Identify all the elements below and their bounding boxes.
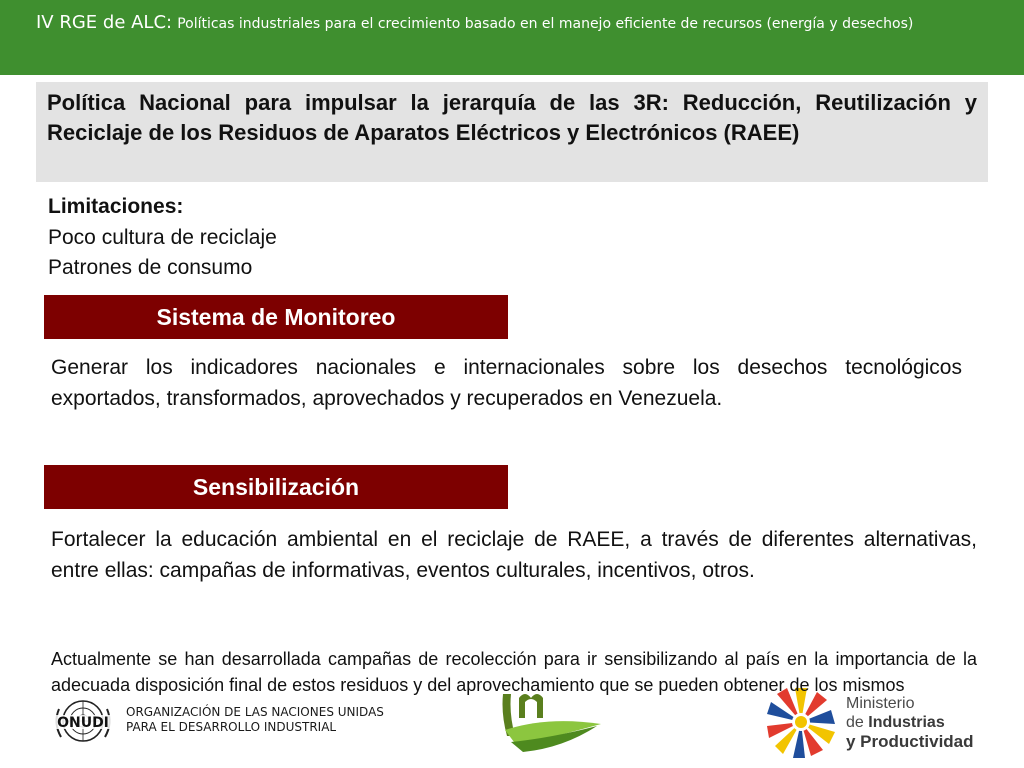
limitaciones-heading: Limitaciones: xyxy=(48,195,184,218)
sensibilizacion-paragraph: Fortalecer la educación ambiental en el reciclaje de RAEE, a través de diferentes alternativas, entre ellas: campañas de informativas, eventos culturales, incentivos, otros. xyxy=(51,528,977,582)
un-emblem-icon xyxy=(45,693,121,749)
banner-sistema-monitoreo: Sistema de Monitoreo xyxy=(44,295,508,339)
header-title xyxy=(36,12,913,33)
onudi-line1: ORGANIZACIÓN DE LAS NACIONES UNIDAS xyxy=(126,705,384,719)
ministerio-line2-bold: Industrias xyxy=(868,714,945,731)
ministerio-line2 xyxy=(846,713,974,732)
limitaciones-item: Patrones de consumo xyxy=(48,256,253,279)
slide-header xyxy=(0,0,1024,75)
ministerio-line3: y Productividad xyxy=(846,732,974,751)
ministerio-line2-prefix: de xyxy=(846,714,864,731)
ministerio-line1: Ministerio xyxy=(846,695,915,712)
ministerio-name xyxy=(846,694,974,751)
header-title-sub: Políticas industriales para el crecimiento basado en el manejo eficiente de recursos (energía y desechos) xyxy=(177,16,914,32)
banner-sensibilizacion: Sensibilización xyxy=(44,465,508,509)
policy-title: Política Nacional para impulsar la jerarquía de las 3R: Reducción, Reutilización y Reciclaje de los Residuos de Aparatos Eléctricos y Electrónicos (RAEE) xyxy=(47,90,977,145)
recoleccion-note: Actualmente se han desarrollada campañas de recolección para ir sensibilizando al país en la importancia de la adecuada disposición final de estos residuos y del aprovechamiento que se pueden obtener de los mismos xyxy=(51,649,977,695)
monitoreo-paragraph: Generar los indicadores nacionales e internacionales sobre los desechos tecnológicos exportados, transformados, aprovechados y recuperados en Venezuela. xyxy=(51,356,962,410)
limitaciones-block xyxy=(48,192,277,284)
limitaciones-item: Poco cultura de reciclaje xyxy=(48,225,277,249)
onudi-acronym: ONUDI xyxy=(57,715,109,731)
onudi-line2: PARA EL DESARROLLO INDUSTRIAL xyxy=(126,720,337,734)
policy-title-box xyxy=(36,82,988,182)
header-title-main: IV RGE de ALC: xyxy=(36,12,173,33)
onudi-name xyxy=(126,705,384,735)
